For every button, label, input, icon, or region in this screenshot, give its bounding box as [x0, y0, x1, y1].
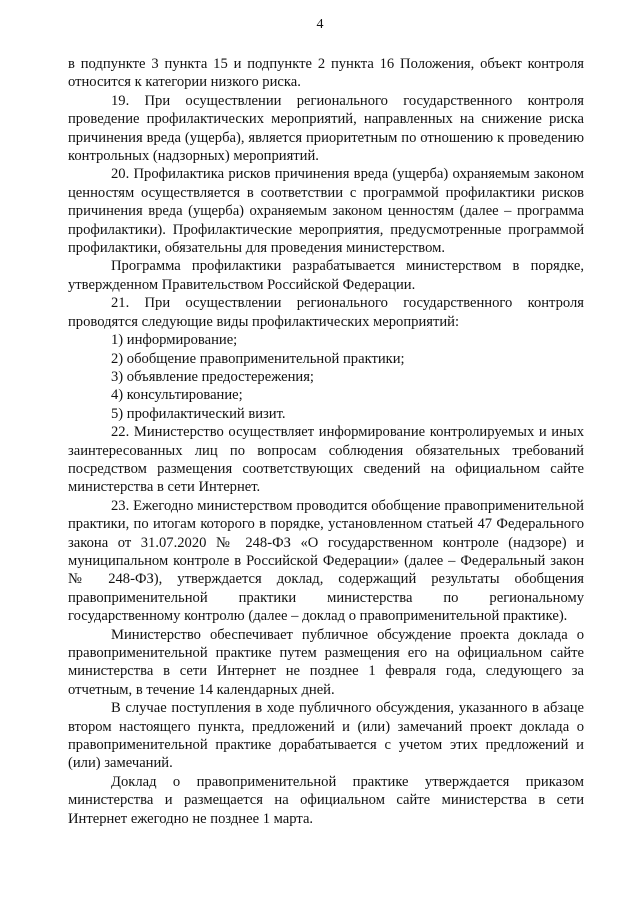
paragraph-19: 19. При осуществлении регионального государственного контроля проведение профилактических мероприятий, направленных на снижение риска причинения вреда (ущерба), является приоритетным по отношению к проведению контрольных (надзорных) мероприятий.	[68, 92, 584, 165]
paragraph-continuation: в подпункте 3 пункта 15 и подпункте 2 пункта 16 Положения, объект контроля относится к категории низкого риска.	[68, 56, 584, 91]
paragraph-public-discussion: Министерство обеспечивает публичное обсуждение проекта доклада о правоприменительной практике путем размещения его на официальном сайте министерства в сети Интернет не позднее 1 февраля года, следующего за отчетным, в течение 14 календарных дней.	[68, 626, 584, 698]
paragraph-program: Программа профилактики разрабатывается министерством в порядке, утвержденном Правительством Российской Федерации.	[68, 258, 584, 293]
paragraph-23: 23. Ежегодно министерством проводится обобщение правоприменительной практики, по итогам которого в порядке, установленном статьей 47 Федерального закона от 31.07.2020 № 248-ФЗ «О государственном контроле (надзоре) и муниципальном контроле в Российской Федерации» (далее – Федеральный закон № 248-ФЗ), утверждается доклад, содержащий результаты обобщения правоприменительной практики министерства по региональному государственному контролю (далее – доклад о правоприменительной практике).	[68, 497, 584, 625]
list-item: 3) объявление предостережения;	[111, 368, 314, 385]
paragraph-22: 22. Министерство осуществляет информирование контролируемых и иных заинтересованных лиц по вопросам соблюдения обязательных требований посредством размещения соответствующих сведений на официальном сайте министерства в сети Интернет.	[68, 424, 584, 496]
list-item: 1) информирование;	[111, 332, 238, 349]
paragraph-remarks: В случае поступления в ходе публичного обсуждения, указанного в абзаце втором настоящего пункта, предложений и (или) замечаний проект доклада о правоприменительной практике дорабатывается с учетом этих предложений и (или) замечаний.	[68, 700, 584, 772]
list-item: 4) консультирование;	[111, 387, 243, 404]
page-number: 4	[316, 17, 324, 32]
paragraph-21: 21. При осуществлении регионального государственного контроля проводятся следующие виды профилактических мероприятий:	[68, 295, 584, 330]
document-body	[68, 55, 584, 828]
list-item: 2) обобщение правоприменительной практики;	[111, 350, 405, 367]
paragraph-approval: Доклад о правоприменительной практике утверждается приказом министерства и размещается на официальном сайте министерства в сети Интернет ежегодно не позднее 1 марта.	[68, 773, 584, 827]
paragraph-20: 20. Профилактика рисков причинения вреда (ущерба) охраняемым законом ценностям осуществляется в соответствии с программой профилактики рисков причинения вреда (ущерба) охраняемым законом ценностям (далее – программа профилактики). Профилактические мероприятия, предусмотренные программой профилактики, обязательны для проведения министерством.	[68, 166, 584, 257]
list-item: 5) профилактический визит.	[111, 405, 286, 422]
